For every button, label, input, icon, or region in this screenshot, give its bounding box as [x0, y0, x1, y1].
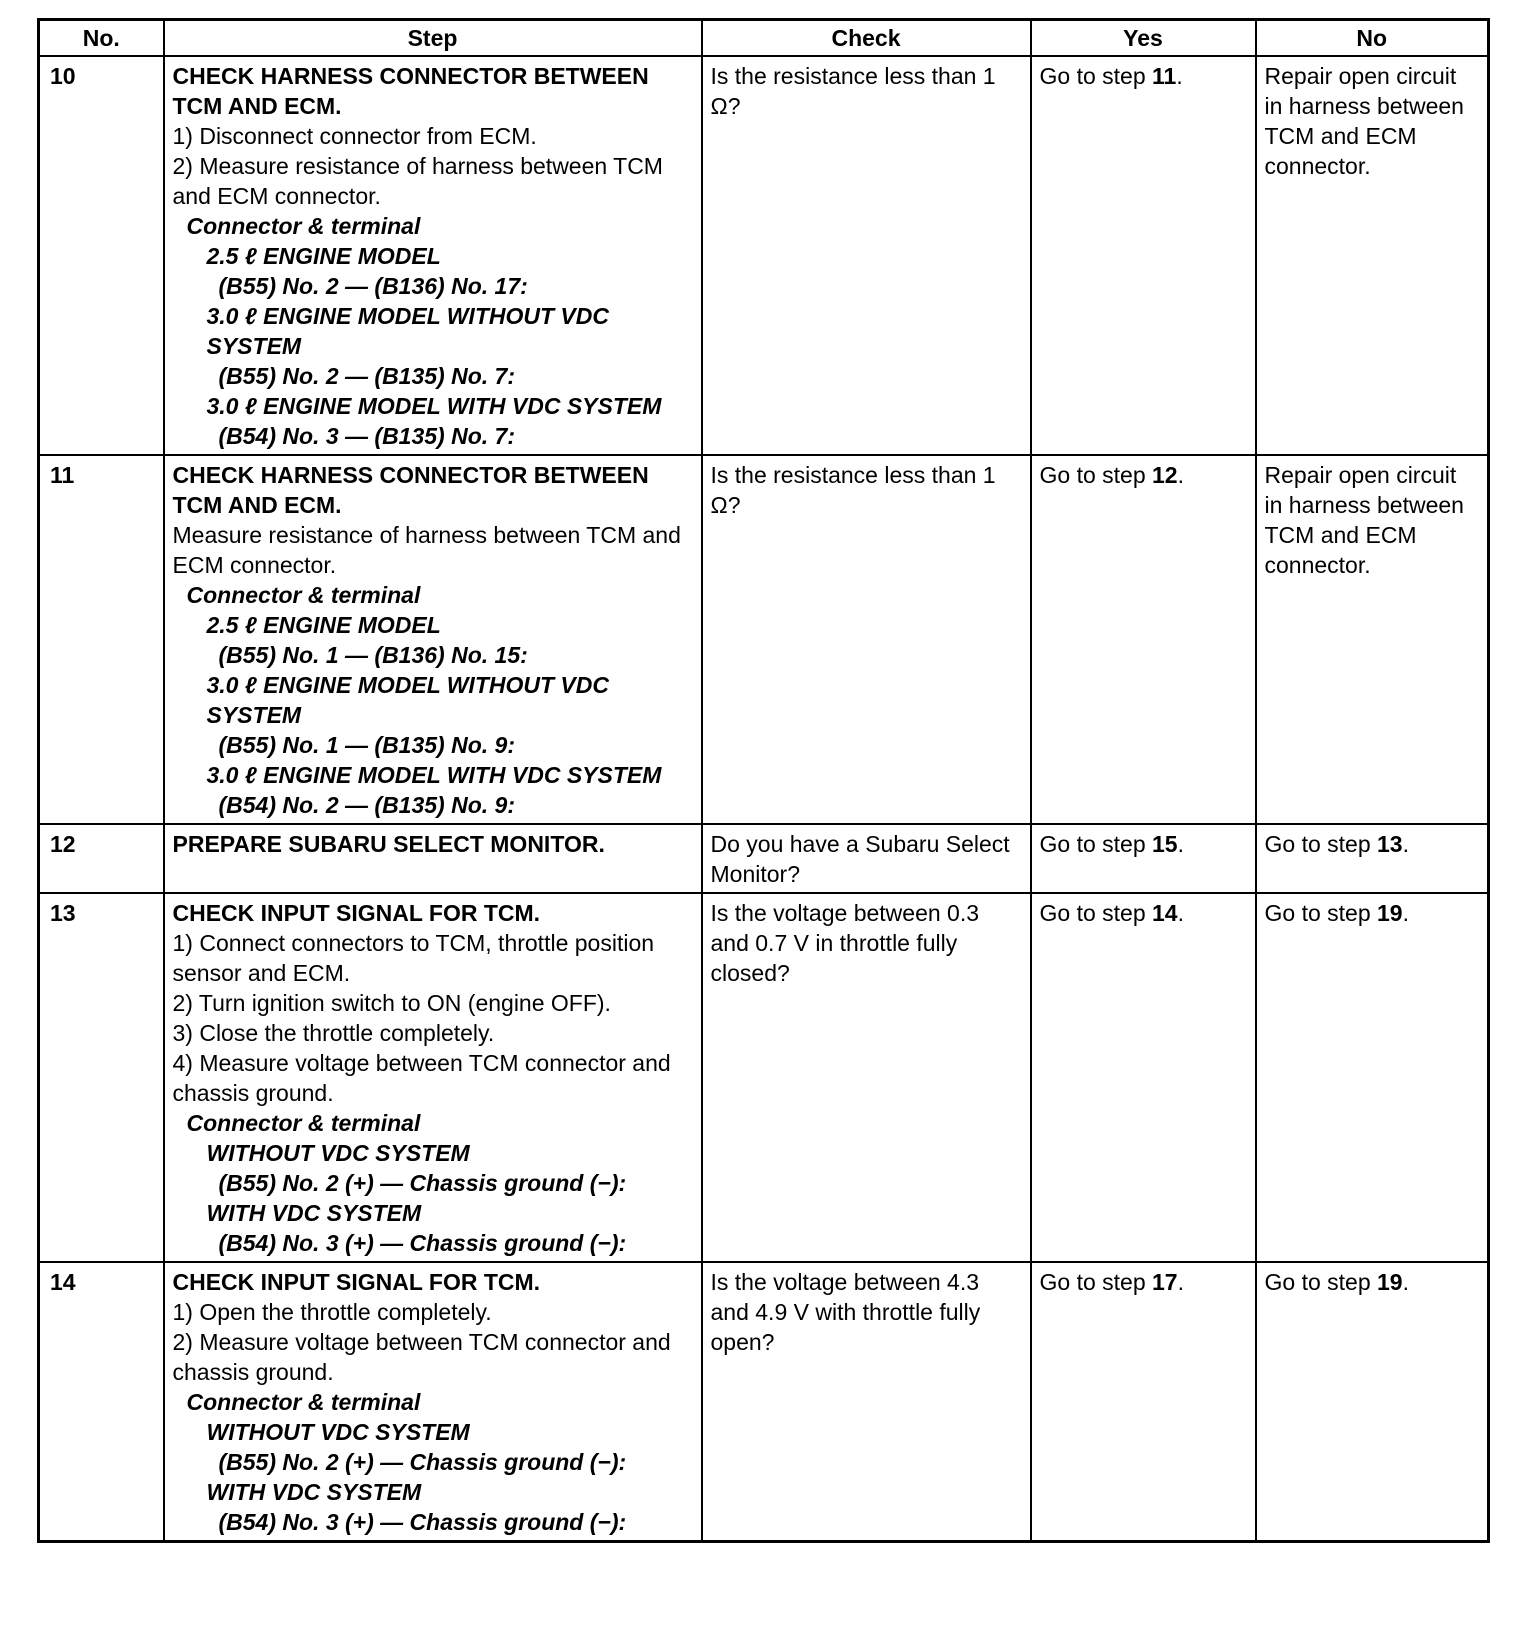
- connector-terminal-label: Connector & terminal: [186, 213, 421, 239]
- no-suffix: .: [1402, 1269, 1409, 1295]
- yes-step-number: 12: [1152, 462, 1178, 488]
- step-title: CHECK INPUT SIGNAL FOR TCM.: [172, 1269, 541, 1295]
- header-no-result: No: [1256, 20, 1489, 57]
- engine-model-label: 2.5 ℓ ENGINE MODEL: [206, 243, 441, 269]
- yes-suffix: .: [1177, 831, 1184, 857]
- check-question: Do you have a Subaru Select Monitor?: [702, 824, 1031, 893]
- yes-suffix: .: [1177, 1269, 1184, 1295]
- terminal-spec: (B54) No. 3 — (B135) No. 7:: [218, 423, 515, 449]
- engine-model-label: WITH VDC SYSTEM: [206, 1479, 422, 1505]
- step-title: CHECK HARNESS CONNECTOR BETWEEN TCM AND ECM.: [172, 63, 649, 119]
- terminal-spec: (B55) No. 2 (+) — Chassis ground (−):: [218, 1449, 627, 1475]
- step-instruction: 2) Measure resistance of harness between TCM and ECM connector.: [172, 153, 663, 209]
- no-prefix: Go to step: [1264, 831, 1378, 857]
- step-cell: [164, 56, 702, 455]
- no-step-number: 13: [1377, 831, 1403, 857]
- header-row: [39, 20, 1489, 57]
- yes-step-number: 15: [1152, 831, 1178, 857]
- step-title: CHECK INPUT SIGNAL FOR TCM.: [172, 900, 541, 926]
- no-remedy: Repair open circuit in harness between TCM and ECM connector.: [1264, 462, 1464, 578]
- no-suffix: .: [1402, 831, 1409, 857]
- table-row: [39, 824, 1489, 893]
- step-instruction: Measure resistance of harness between TCM and ECM connector.: [172, 522, 681, 578]
- step-instruction: 3) Close the throttle completely.: [172, 1020, 495, 1046]
- step-cell: [164, 1262, 702, 1542]
- step-cell: [164, 824, 702, 893]
- engine-model-label: 3.0 ℓ ENGINE MODEL WITHOUT VDC SYSTEM: [206, 303, 609, 359]
- engine-model-label: WITHOUT VDC SYSTEM: [206, 1419, 470, 1445]
- engine-model-label: WITH VDC SYSTEM: [206, 1200, 422, 1226]
- terminal-spec: (B55) No. 1 — (B136) No. 15:: [218, 642, 528, 668]
- yes-prefix: Go to step: [1039, 900, 1153, 926]
- step-cell: [164, 893, 702, 1262]
- yes-action: [1031, 455, 1256, 824]
- no-action: [1256, 56, 1489, 455]
- terminal-spec: (B54) No. 2 — (B135) No. 9:: [218, 792, 515, 818]
- yes-suffix: .: [1177, 462, 1184, 488]
- check-question: Is the resistance less than 1 Ω?: [702, 56, 1031, 455]
- table-row: [39, 1262, 1489, 1542]
- check-question: Is the resistance less than 1 Ω?: [702, 455, 1031, 824]
- no-step-number: 19: [1377, 1269, 1403, 1295]
- terminal-spec: (B55) No. 2 — (B135) No. 7:: [218, 363, 515, 389]
- no-prefix: Go to step: [1264, 900, 1378, 926]
- no-action: [1256, 824, 1489, 893]
- no-remedy: Repair open circuit in harness between TCM and ECM connector.: [1264, 63, 1464, 179]
- yes-step-number: 11: [1152, 63, 1177, 89]
- engine-model-label: 3.0 ℓ ENGINE MODEL WITHOUT VDC SYSTEM: [206, 672, 609, 728]
- step-number: 10: [39, 56, 164, 455]
- yes-action: [1031, 893, 1256, 1262]
- yes-prefix: Go to step: [1039, 63, 1153, 89]
- header-yes: Yes: [1031, 20, 1256, 57]
- step-instruction: 1) Connect connectors to TCM, throttle position sensor and ECM.: [172, 930, 655, 986]
- step-instruction: 2) Turn ignition switch to ON (engine OFF).: [172, 990, 611, 1016]
- step-instruction: 4) Measure voltage between TCM connector and chassis ground.: [172, 1050, 671, 1106]
- connector-terminal-label: Connector & terminal: [186, 582, 421, 608]
- step-number: 11: [39, 455, 164, 824]
- no-action: [1256, 893, 1489, 1262]
- table-row: [39, 56, 1489, 455]
- step-title: CHECK HARNESS CONNECTOR BETWEEN TCM AND ECM.: [172, 462, 649, 518]
- table-row: [39, 455, 1489, 824]
- yes-action: [1031, 1262, 1256, 1542]
- yes-prefix: Go to step: [1039, 831, 1153, 857]
- no-step-number: 19: [1377, 900, 1403, 926]
- connector-terminal-label: Connector & terminal: [186, 1110, 421, 1136]
- step-title: PREPARE SUBARU SELECT MONITOR.: [172, 831, 605, 857]
- yes-step-number: 17: [1152, 1269, 1178, 1295]
- no-action: [1256, 1262, 1489, 1542]
- terminal-spec: (B55) No. 1 — (B135) No. 9:: [218, 732, 515, 758]
- step-cell: [164, 455, 702, 824]
- terminal-spec: (B54) No. 3 (+) — Chassis ground (−):: [218, 1230, 627, 1256]
- connector-terminal-label: Connector & terminal: [186, 1389, 421, 1415]
- step-instruction: 2) Measure voltage between TCM connector and chassis ground.: [172, 1329, 671, 1385]
- step-number: 13: [39, 893, 164, 1262]
- yes-prefix: Go to step: [1039, 462, 1153, 488]
- yes-action: [1031, 824, 1256, 893]
- step-instruction: 1) Disconnect connector from ECM.: [172, 123, 537, 149]
- diagnostic-table: [37, 18, 1490, 1543]
- yes-action: [1031, 56, 1256, 455]
- check-question: Is the voltage between 0.3 and 0.7 V in throttle fully closed?: [702, 893, 1031, 1262]
- terminal-spec: (B55) No. 2 — (B136) No. 17:: [218, 273, 528, 299]
- engine-model-label: 2.5 ℓ ENGINE MODEL: [206, 612, 441, 638]
- table-row: [39, 893, 1489, 1262]
- terminal-spec: (B55) No. 2 (+) — Chassis ground (−):: [218, 1170, 627, 1196]
- engine-model-label: 3.0 ℓ ENGINE MODEL WITH VDC SYSTEM: [206, 762, 662, 788]
- step-number: 12: [39, 824, 164, 893]
- yes-step-number: 14: [1152, 900, 1178, 926]
- terminal-spec: (B54) No. 3 (+) — Chassis ground (−):: [218, 1509, 627, 1535]
- engine-model-label: WITHOUT VDC SYSTEM: [206, 1140, 470, 1166]
- engine-model-label: 3.0 ℓ ENGINE MODEL WITH VDC SYSTEM: [206, 393, 662, 419]
- header-no: No.: [39, 20, 164, 57]
- header-check: Check: [702, 20, 1031, 57]
- step-number: 14: [39, 1262, 164, 1542]
- header-step: Step: [164, 20, 702, 57]
- step-instruction: 1) Open the throttle completely.: [172, 1299, 492, 1325]
- yes-suffix: .: [1176, 63, 1183, 89]
- yes-suffix: .: [1177, 900, 1184, 926]
- no-prefix: Go to step: [1264, 1269, 1378, 1295]
- check-question: Is the voltage between 4.3 and 4.9 V with throttle fully open?: [702, 1262, 1031, 1542]
- yes-prefix: Go to step: [1039, 1269, 1153, 1295]
- no-action: [1256, 455, 1489, 824]
- no-suffix: .: [1402, 900, 1409, 926]
